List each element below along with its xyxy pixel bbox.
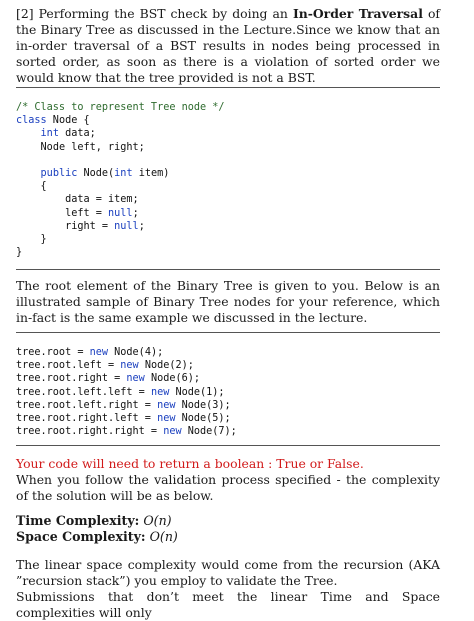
code-keyword: new: [150, 386, 170, 398]
intro-text-suffix: of the Binary Tree as discussed in the Lecture.Since we know that an in-order traversal of a BST results in nodes being processed in sorted order, as soon as there is a violation of sorted order we would know that the tree provided is not a BST.: [16, 6, 440, 85]
code-keyword: null: [114, 220, 139, 232]
space-complexity-label: Space Complexity:: [16, 529, 146, 544]
submissions-paragraph: Submissions that don’t meet the linear Time and Space complexities will only: [16, 589, 440, 620]
code-text: item): [132, 167, 170, 179]
code-text: tree.root =: [16, 347, 90, 358]
code-text: right =: [65, 220, 115, 232]
code-text: Node(7);: [181, 426, 237, 438]
code-line: [16, 141, 440, 154]
code-line: [16, 372, 440, 385]
code-line: [16, 207, 440, 220]
divider: [16, 445, 440, 446]
divider: [16, 332, 440, 333]
divider: [16, 269, 440, 270]
code-line: [16, 386, 440, 399]
intro-text-prefix: [2] Performing the BST check by doing an: [16, 6, 293, 21]
code-text: Node(2);: [138, 360, 194, 372]
linear-section: [16, 557, 440, 621]
code-keyword: null: [108, 207, 133, 219]
intro-bold-term: In-Order Traversal: [292, 6, 423, 21]
code-line: [16, 399, 440, 412]
code-line: [16, 193, 440, 206]
code-text: }: [40, 233, 47, 245]
code-text: tree.root.left.right =: [16, 399, 158, 411]
code-text: tree.root.right.left =: [16, 412, 158, 424]
code-keyword: int: [40, 128, 59, 140]
code-line: [16, 154, 440, 167]
root-element-paragraph: The root element of the Binary Tree is given to you. Below is an illustrated sample of Binary Tree nodes for your reference, which in-fact is the same example we discussed in the lecture.: [16, 278, 440, 325]
time-complexity-label: Time Complexity:: [16, 513, 140, 528]
code-text: Node(4);: [108, 347, 164, 358]
code-text: ;: [132, 207, 139, 219]
code-keyword: new: [126, 373, 145, 385]
code-keyword: new: [120, 360, 139, 372]
code-text: tree.root.right =: [16, 373, 127, 385]
code-keyword: public: [40, 167, 78, 179]
return-note: Your code will need to return a boolean : True or False.: [16, 456, 364, 471]
code-line: [16, 412, 440, 425]
code-line: [16, 114, 440, 127]
time-complexity: [16, 513, 440, 529]
code-text: left =: [65, 207, 109, 219]
code-text: Node(5);: [175, 412, 231, 424]
code-line: [16, 220, 440, 233]
code-line: [16, 425, 440, 438]
code-text: data;: [58, 128, 96, 140]
code-line: [16, 127, 440, 140]
code-text: Node left, right;: [40, 141, 145, 153]
code-comment: /* Class to represent Tree node */: [16, 102, 225, 113]
code-text: tree.root.left.left =: [16, 386, 151, 398]
code-keyword: int: [114, 167, 133, 179]
divider: [16, 87, 440, 88]
code-line: [16, 180, 440, 193]
code-keyword: new: [157, 412, 176, 424]
code-keyword: new: [89, 347, 109, 358]
code-keyword: new: [157, 399, 176, 411]
intro-paragraph: [16, 6, 440, 86]
code-line: [16, 359, 440, 372]
code-text: tree.root.right.right =: [16, 426, 164, 438]
code-text: Node(3);: [175, 399, 231, 411]
code-text: Node(: [77, 167, 115, 179]
code-text: {: [40, 181, 47, 193]
code-text: Node(6);: [144, 373, 201, 385]
return-section: [16, 456, 440, 504]
code-line: [16, 246, 440, 259]
code-line: [16, 233, 440, 246]
node-class-code-block: [16, 101, 440, 259]
code-text: ;: [138, 220, 145, 232]
code-text: Node(1);: [169, 386, 225, 398]
code-line: [16, 101, 440, 114]
validation-paragraph: When you follow the validation process specified - the complexity of the solution will be as below.: [16, 472, 440, 503]
linear-space-paragraph: The linear space complexity would come from the recursion (AKA ”recursion stack”) you employ to validate the Tree.: [16, 557, 440, 588]
tree-setup-code-block: [16, 346, 440, 438]
space-complexity-value: O(n): [149, 529, 178, 544]
code-keyword: new: [163, 426, 182, 438]
code-text: tree.root.left =: [16, 360, 121, 372]
code-text: }: [16, 247, 23, 259]
code-line: [16, 346, 440, 359]
code-keyword: class: [16, 115, 47, 127]
space-complexity: [16, 529, 440, 545]
code-line: [16, 167, 440, 180]
code-text: Node {: [46, 115, 90, 127]
time-complexity-value: O(n): [143, 513, 172, 528]
code-text: data = item;: [65, 194, 139, 206]
